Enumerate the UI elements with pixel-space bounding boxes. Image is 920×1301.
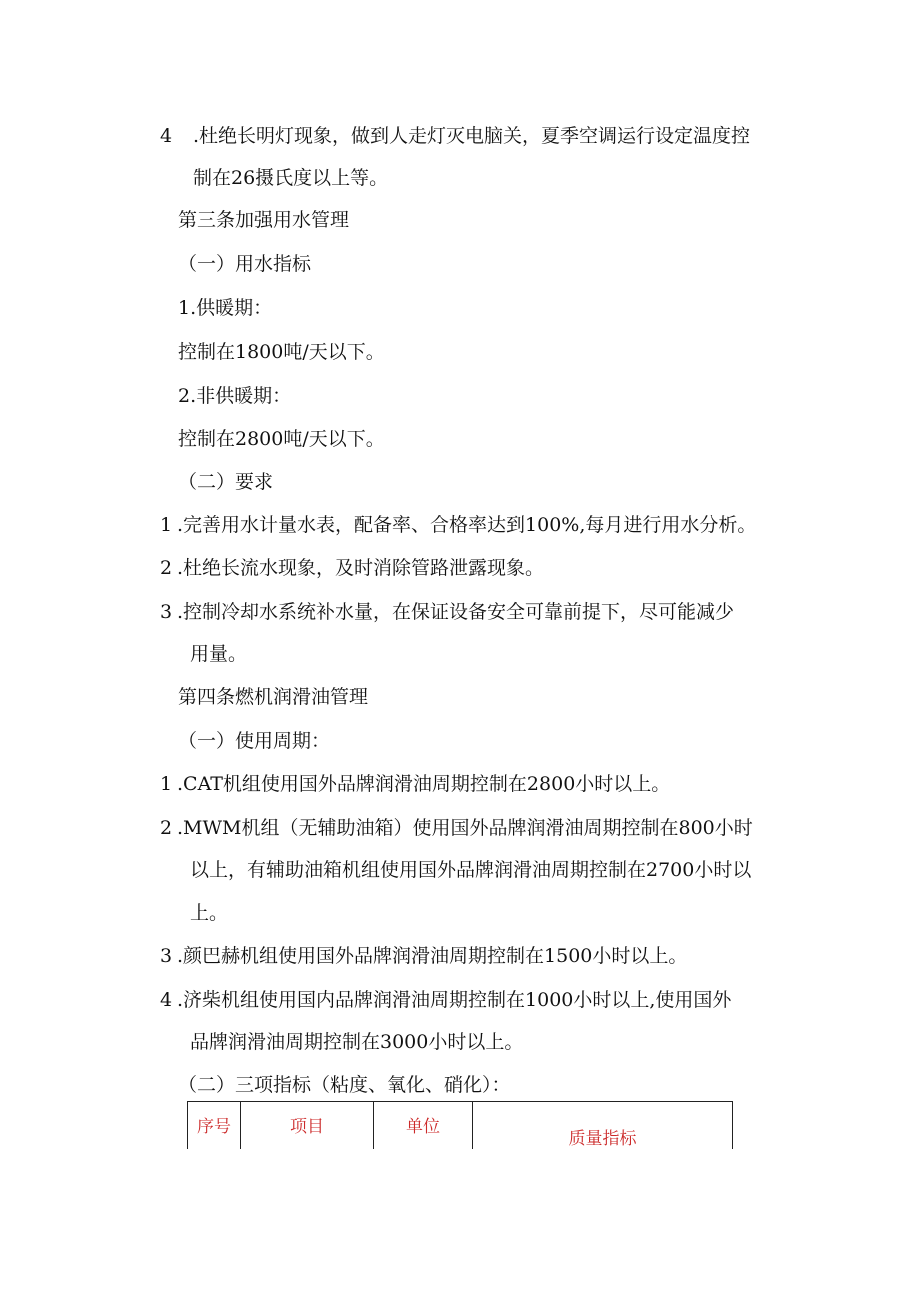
list-number: 3: [160, 601, 173, 623]
table-header-cell: 单位: [374, 1102, 473, 1150]
subsection-heading: （二）要求: [178, 471, 274, 493]
paragraph-line: .杜绝长明灯现象，做到人走灯灭电脑关，夏季空调运行设定温度控: [193, 125, 751, 147]
paragraph-line: .CAT机组使用国外品牌润滑油周期控制在2800小时以上。: [177, 773, 671, 795]
paragraph-line: .控制冷却水系统补水量，在保证设备安全可靠前提下，尽可能减少: [177, 601, 735, 623]
subsection-heading: （一）用水指标: [178, 253, 312, 275]
table-header-cell: 序号: [188, 1102, 241, 1150]
list-number: 1: [160, 773, 173, 795]
paragraph-line: 1.供暖期：: [178, 297, 273, 319]
table-header-cell: 项目: [241, 1102, 374, 1150]
section-heading: 第三条加强用水管理: [178, 209, 350, 231]
table-header-row: [188, 1102, 733, 1150]
paragraph-line: 控制在2800吨/天以下。: [178, 428, 385, 450]
subsection-heading: （二）三项指标（粘度、氧化、硝化）：: [178, 1074, 511, 1096]
paragraph-line: .完善用水计量水表，配备率、合格率达到100%,每月进行用水分析。: [177, 514, 757, 536]
paragraph-line: .济柴机组使用国内品牌润滑油周期控制在1000小时以上,使用国外: [177, 989, 732, 1011]
list-number: 2: [160, 557, 173, 579]
paragraph-line: 制在26摄氏度以上等。: [193, 167, 389, 189]
quality-index-table: [187, 1101, 733, 1149]
paragraph-line: .MWM机组（无辅助油箱）使用国外品牌润滑油周期控制在800小时: [177, 817, 753, 839]
paragraph-line: .杜绝长流水现象，及时消除管路泄露现象。: [177, 557, 545, 579]
list-number: 4: [160, 989, 173, 1011]
subsection-heading: （一）使用周期：: [178, 730, 331, 752]
section-heading: 第四条燃机润滑油管理: [178, 686, 369, 708]
paragraph-line: 品牌润滑油周期控制在3000小时以上。: [190, 1031, 524, 1053]
paragraph-line: 2.非供暖期：: [178, 385, 292, 407]
list-number: 3: [160, 945, 173, 967]
paragraph-line: 控制在1800吨/天以下。: [178, 341, 385, 363]
table-header-cell: 质量指标: [473, 1102, 733, 1150]
list-number: 2: [160, 817, 173, 839]
paragraph-line: 上。: [190, 902, 229, 924]
paragraph-line: .颜巴赫机组使用国外品牌润滑油周期控制在1500小时以上。: [177, 945, 688, 967]
list-number: 4: [160, 125, 173, 147]
list-number: 1: [160, 514, 173, 536]
paragraph-line: 用量。: [190, 643, 248, 665]
paragraph-line: 以上，有辅助油箱机组使用国外品牌润滑油周期控制在2700小时以: [190, 859, 752, 881]
